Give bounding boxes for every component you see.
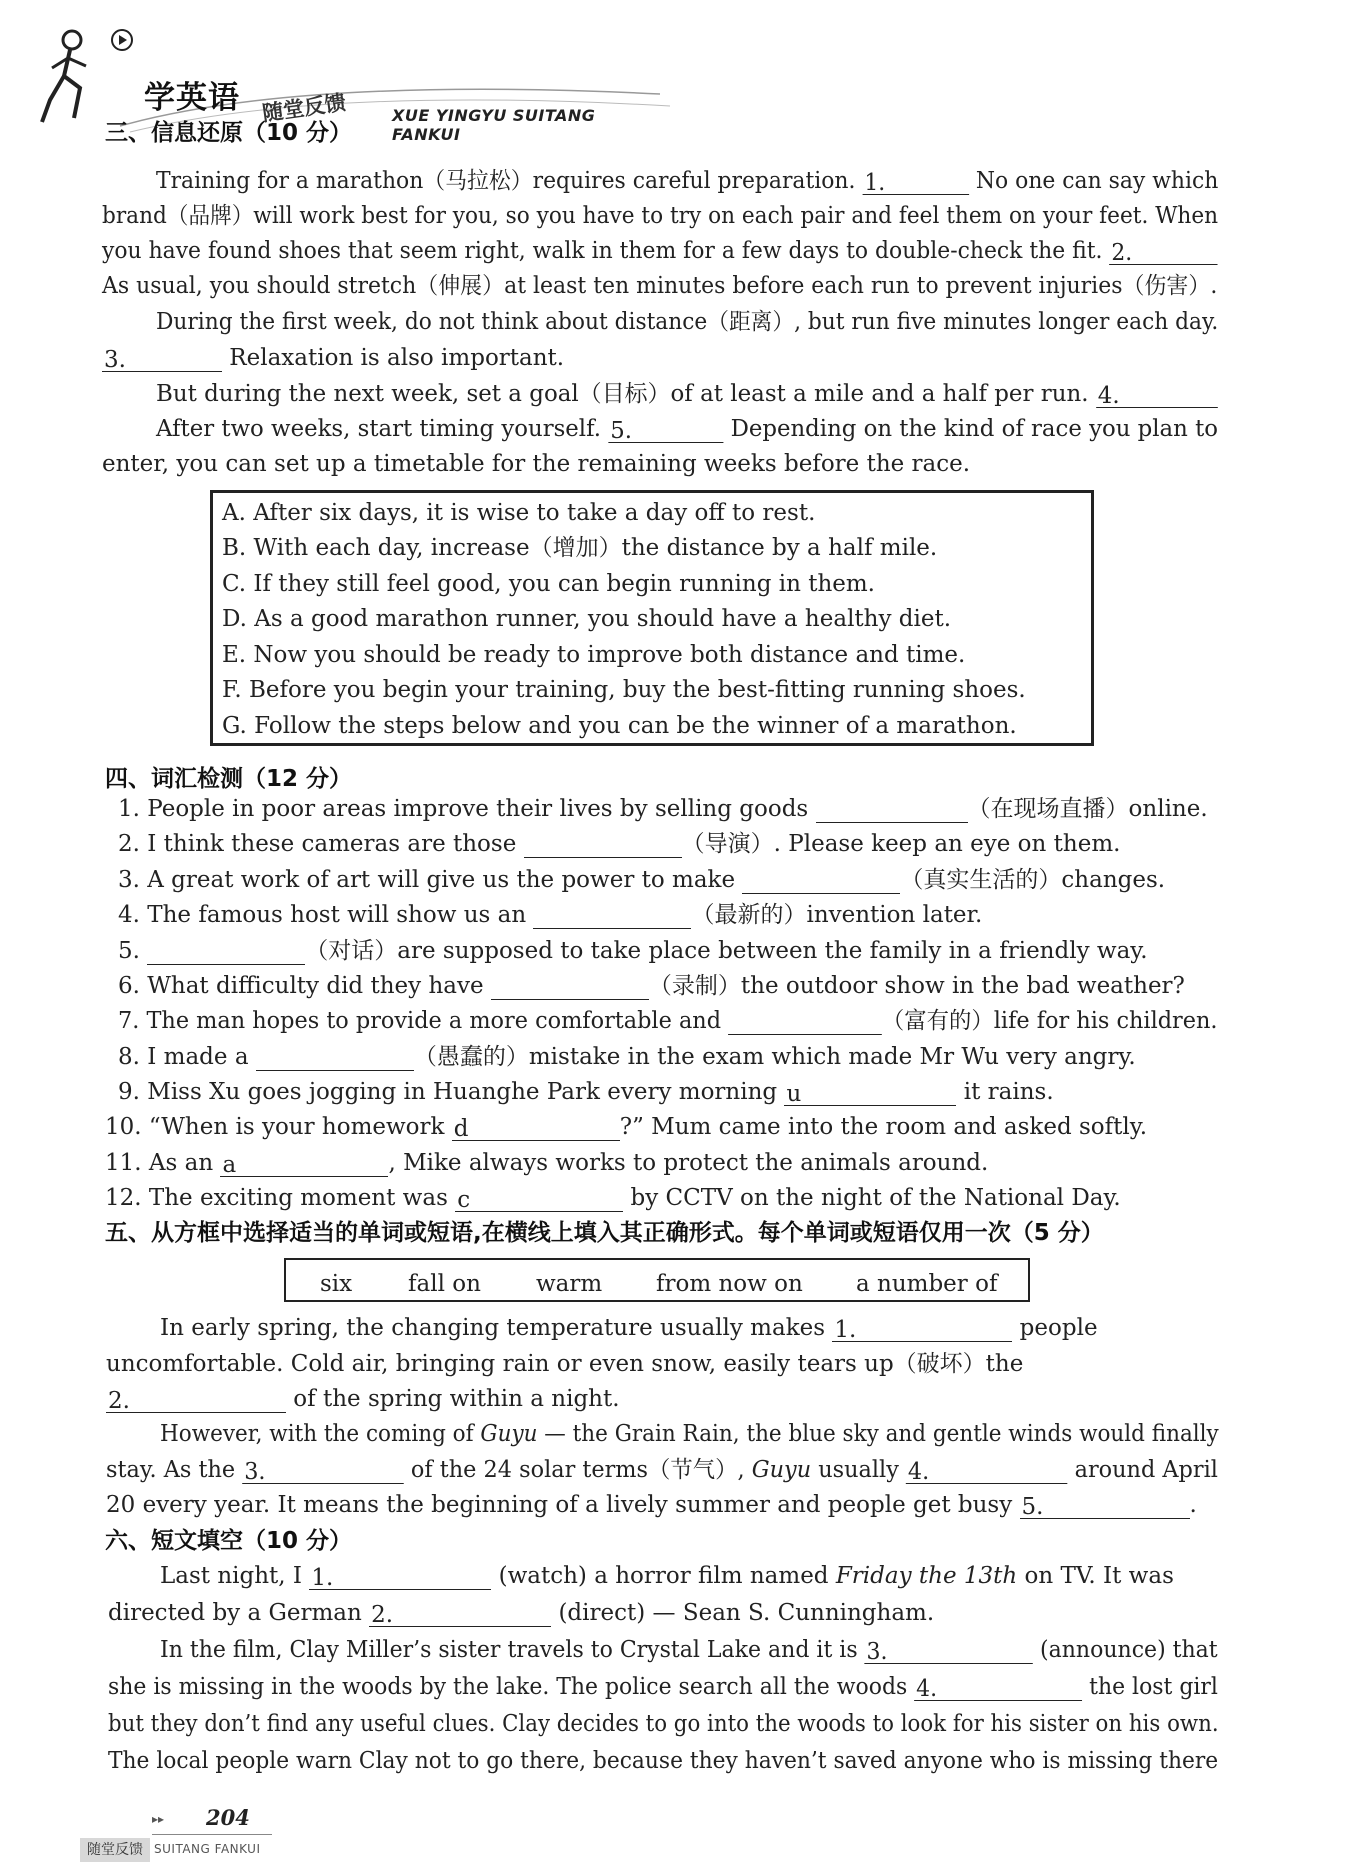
s4-item-9: 9. Miss Xu goes jogging in Huanghe Park every morning u it rains.: [118, 1079, 1054, 1107]
section-3-title: 三、信息还原（10 分）: [105, 120, 353, 146]
s6-blank-4[interactable]: 4.: [914, 1675, 1082, 1701]
word-option: six: [320, 1271, 353, 1297]
s3-option-a: A. After six days, it is wise to take a day off to rest.: [222, 500, 816, 526]
section-4-title: 四、词汇检测（12 分）: [105, 766, 353, 792]
s4-item-8: 8. I made a （愚蠢的）mistake in the exam which made Mr Wu very angry.: [118, 1044, 1136, 1070]
s4-item-6: 6. What difficulty did they have （录制）the outdoor show in the bad weather?: [118, 973, 1185, 999]
word-option: a number of: [856, 1271, 998, 1297]
s4-blank-11[interactable]: a: [220, 1151, 388, 1177]
s4-blank-4[interactable]: [533, 903, 691, 929]
s5-line-6: 20 every year. It means the beginning of a lively summer and people get busy 5. .: [106, 1492, 1197, 1520]
s4-item-1: 1. People in poor areas improve their lives by selling goods （在现场直播）online.: [118, 796, 1208, 822]
s3-blank-2[interactable]: 2.: [1109, 239, 1217, 265]
s6-blank-3[interactable]: 3.: [865, 1638, 1033, 1664]
s5-blank-1[interactable]: 1.: [832, 1316, 1012, 1342]
s5-blank-2[interactable]: 2.: [106, 1387, 286, 1413]
logo-title: 学英语: [144, 80, 240, 116]
s3-option-g: G. Follow the steps below and you can be the winner of a marathon.: [222, 713, 1017, 739]
s4-item-10: 10. “When is your homework d ?” Mum came into the room and asked softly.: [105, 1114, 1148, 1142]
runner-logo-icon: [40, 26, 100, 126]
s3-line-4: As usual, you should stretch（伸展）at least ten minutes before each run to prevent injuries（伤害）.: [102, 273, 1218, 299]
s3-line-9: enter, you can set up a timetable for the remaining weeks before the race.: [102, 451, 971, 477]
footer-arrows-icon: ▸▸: [152, 1812, 165, 1826]
s5-word-box: [284, 1258, 1030, 1302]
s6-line-6: The local people warn Clay not to go there, because they haven’t saved anyone who is missing there: [108, 1748, 1219, 1774]
s4-item-4: 4. The famous host will show us an （最新的）invention later.: [118, 902, 983, 928]
footer-divider: [152, 1834, 272, 1835]
s3-line-6: 3. Relaxation is also important.: [104, 345, 565, 373]
s4-item-2: 2. I think these cameras are those （导演）. Please keep an eye on them.: [118, 831, 1121, 857]
s5-blank-3[interactable]: 3.: [242, 1458, 404, 1484]
s6-line-4: she is missing in the woods by the lake. The police search all the woods 4. the lost girl: [108, 1674, 1218, 1702]
s3-line-5: During the first week, do not think about distance（距离）, but run five minutes longer each day.: [156, 309, 1219, 335]
s5-line-4: However, with the coming of Guyu — the Grain Rain, the blue sky and gentle winds would finally: [160, 1421, 1219, 1447]
s3-line-1: Training for a marathon（马拉松）requires careful preparation. 1. No one can say which: [156, 168, 1219, 196]
s5-blank-5[interactable]: 5.: [1020, 1493, 1190, 1519]
s4-blank-6[interactable]: [491, 974, 649, 1000]
s6-line-3: In the film, Clay Miller’s sister travels to Crystal Lake and it is 3. (announce) that: [160, 1637, 1218, 1665]
s4-item-7: 7. The man hopes to provide a more comfortable and （富有的）life for his children.: [118, 1008, 1218, 1034]
s3-option-f: F. Before you begin your training, buy the best-fitting running shoes.: [222, 677, 1026, 703]
s4-blank-2[interactable]: [524, 832, 682, 858]
logo-english: XUE YINGYU SUITANG FANKUI: [392, 106, 596, 144]
s3-option-d: D. As a good marathon runner, you should have a healthy diet.: [222, 606, 952, 632]
s4-blank-10[interactable]: d: [452, 1115, 620, 1141]
s4-item-5: 5. （对话）are supposed to take place between the family in a friendly way.: [118, 938, 1148, 964]
s4-item-3: 3. A great work of art will give us the power to make （真实生活的）changes.: [118, 867, 1166, 893]
footer-tag: 随堂反馈: [80, 1838, 150, 1862]
s6-line-2: directed by a German 2. (direct) — Sean S. Cunningham.: [108, 1600, 935, 1628]
section-5-title: 五、从方框中选择适当的单词或短语,在横线上填入其正确形式。每个单词或短语仅用一次（5 分）: [105, 1220, 1104, 1246]
s4-blank-8[interactable]: [256, 1045, 414, 1071]
s3-blank-5[interactable]: 5.: [608, 417, 723, 443]
word-option: from now on: [656, 1271, 803, 1297]
footer-tag-english: SUITANG FANKUI: [154, 1842, 261, 1856]
s5-blank-4[interactable]: 4.: [906, 1458, 1068, 1484]
logo-subtitle: 随堂反馈: [260, 90, 348, 126]
s5-line-5: stay. As the 3. of the 24 solar terms（节气）, Guyu usually 4. around April: [106, 1457, 1218, 1485]
s6-line-5: but they don’t find any useful clues. Clay decides to go into the woods to look for his sister on his own.: [108, 1711, 1219, 1737]
word-option: warm: [536, 1271, 603, 1297]
s3-option-e: E. Now you should be ready to improve both distance and time.: [222, 642, 966, 668]
s5-line-3: 2. of the spring within a night.: [108, 1386, 620, 1414]
section-6-title: 六、短文填空（10 分）: [105, 1528, 353, 1554]
s6-blank-2[interactable]: 2.: [369, 1601, 551, 1627]
s4-blank-9[interactable]: u: [784, 1080, 956, 1106]
s4-blank-12[interactable]: c: [455, 1186, 623, 1212]
s4-blank-5[interactable]: [147, 939, 305, 965]
s5-line-1: In early spring, the changing temperature usually makes 1. people: [160, 1315, 1098, 1343]
page-number: 204: [206, 1805, 250, 1830]
s3-option-b: B. With each day, increase（增加）the distance by a half mile.: [222, 535, 938, 561]
s5-line-2: uncomfortable. Cold air, bringing rain or even snow, easily tears up（破坏）the: [106, 1351, 1024, 1377]
word-option: fall on: [408, 1271, 481, 1297]
s6-line-1: Last night, I 1. (watch) a horror film named Friday the 13th on TV. It was: [160, 1563, 1174, 1591]
s4-blank-1[interactable]: [816, 797, 968, 823]
s4-item-11: 11. As an a , Mike always works to protect the animals around.: [105, 1150, 989, 1178]
s3-line-2: brand（品牌）will work best for you, so you have to try on each pair and feel them on your feet. When: [102, 203, 1219, 229]
s3-line-8: After two weeks, start timing yourself. 5. Depending on the kind of race you plan to: [156, 416, 1219, 444]
s3-blank-1[interactable]: 1.: [862, 169, 969, 195]
s6-blank-1[interactable]: 1.: [309, 1564, 491, 1590]
s3-line-3: you have found shoes that seem right, walk in them for a few days to double-check the fit. 2.: [102, 237, 1218, 265]
s4-blank-7[interactable]: [728, 1009, 882, 1035]
s3-blank-3[interactable]: 3.: [102, 346, 222, 372]
s3-option-c: C. If they still feel good, you can begin running in them.: [222, 571, 875, 597]
s3-line-7: But during the next week, set a goal（目标）of at least a mile and a half per run. 4.: [156, 380, 1217, 408]
s4-blank-3[interactable]: [742, 868, 900, 894]
s4-item-12: 12. The exciting moment was c by CCTV on the night of the National Day.: [105, 1185, 1121, 1213]
s3-blank-4[interactable]: 4.: [1096, 382, 1218, 408]
